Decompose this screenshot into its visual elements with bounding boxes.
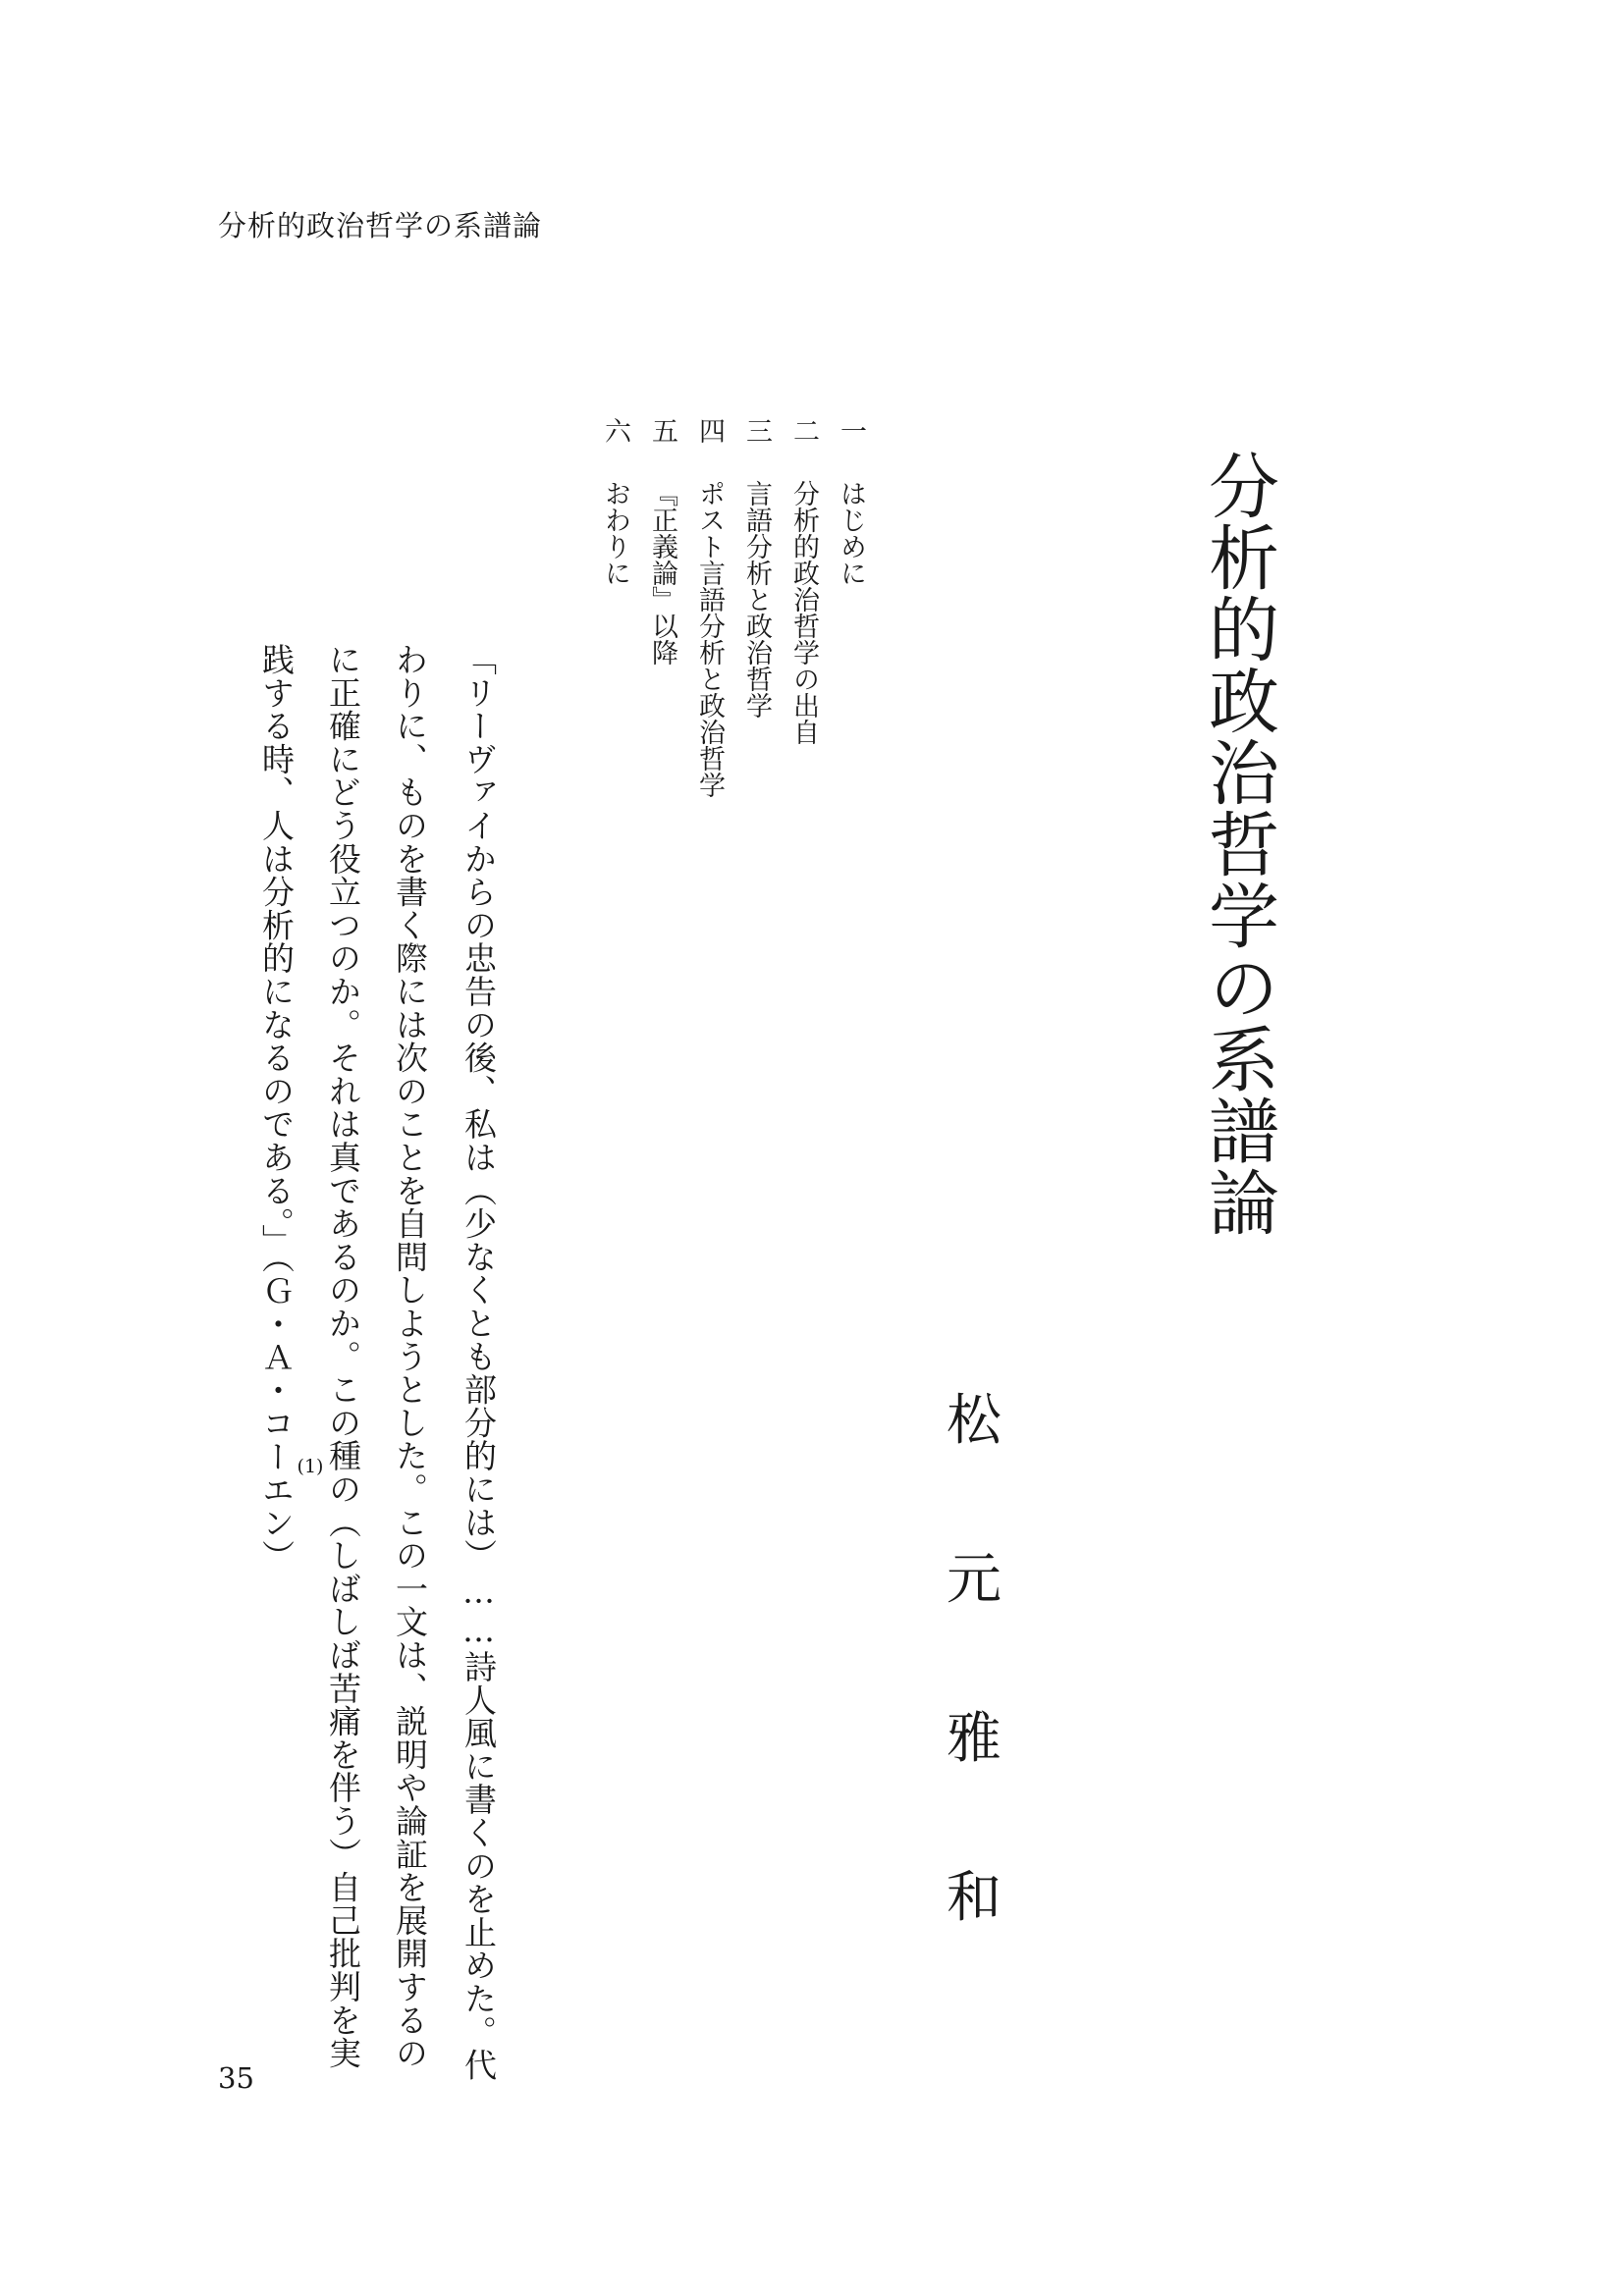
toc-item <box>685 417 732 829</box>
toc-number: 一 <box>836 417 866 444</box>
footnote-reference[interactable]: (1) <box>297 1456 324 1477</box>
author-char: 和 <box>947 1866 1001 1930</box>
toc-label: おわりに <box>600 480 630 586</box>
toc-number: 三 <box>741 417 772 444</box>
toc-item <box>732 417 780 829</box>
author-char: 雅 <box>947 1707 1001 1771</box>
toc-label: 分析的政治哲学の出自 <box>788 480 819 745</box>
toc-number: 五 <box>647 417 677 444</box>
toc-number: 六 <box>600 417 630 444</box>
toc-item <box>827 417 874 829</box>
running-head: 分析的政治哲学の系譜論 <box>218 209 543 242</box>
table-of-contents <box>589 417 874 829</box>
toc-label: 『正義論』以降 <box>647 480 677 666</box>
toc-label: 言語分析と政治哲学 <box>741 480 772 719</box>
epigraph-line: わりに、ものを書く際には次のことを自問しようとした。この一文は、説明や論証を展開するの <box>391 643 429 2070</box>
article-title: 分析的政治哲学の系譜論 <box>1197 450 1279 1238</box>
page-number: 35 <box>218 2061 254 2095</box>
toc-item <box>591 417 638 829</box>
epigraph-line: 践する時、人は分析的になるのである。」（Ｇ・Ａ・コーエン） <box>257 643 296 1574</box>
toc-number: 二 <box>788 417 819 444</box>
epigraph-line: に正確にどう役立つのか。それは真であるのか。この種の（しばしば苦痛を伴う）自己批判を実 <box>324 643 362 2070</box>
author-char: 元 <box>947 1548 1001 1612</box>
toc-number: 四 <box>694 417 725 444</box>
epigraph-line: 「リーヴァイからの忠告の後、私は（少なくとも部分的には）……詩人風に書くのを止めた。代 <box>460 643 498 2082</box>
toc-item <box>638 417 685 829</box>
toc-label: ポスト言語分析と政治哲学 <box>694 480 725 798</box>
toc-item <box>780 417 827 829</box>
author-char: 松 <box>947 1389 1001 1453</box>
toc-label: はじめに <box>836 480 866 586</box>
